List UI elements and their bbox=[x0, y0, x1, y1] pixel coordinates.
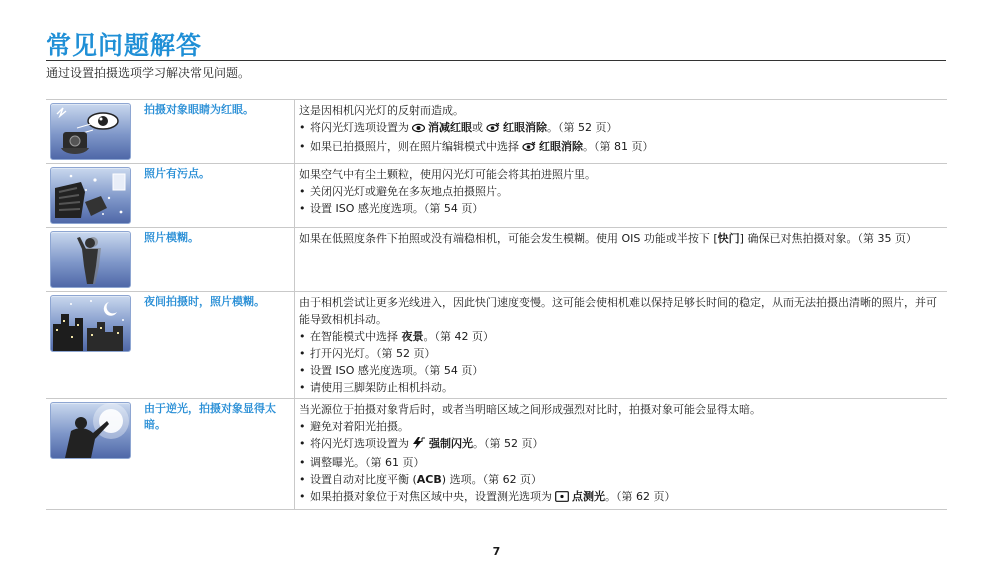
question-text: 夜间拍摄时，照片模糊。 bbox=[144, 295, 265, 308]
faq-row bbox=[46, 292, 947, 399]
answer-bullet: • 打开闪光灯。（第 52 页） bbox=[299, 345, 947, 362]
answer-bullet: • 如果拍摄对象位于对焦区域中央，设置测光选项为 点测光。（第 62 页） bbox=[299, 488, 947, 507]
answer-bullet: • 如果已拍摄照片，则在照片编辑模式中选择 红眼消除。（第 81 页） bbox=[299, 138, 947, 157]
night-city-illustration bbox=[50, 295, 131, 352]
answer-bullet: • 关闭闪光灯或避免在多灰地点拍摄照片。 bbox=[299, 183, 947, 200]
answer-bullet: • 设置 ISO 感光度选项。（第 54 页） bbox=[299, 200, 947, 217]
faq-row bbox=[46, 399, 947, 510]
title-divider bbox=[46, 60, 946, 61]
answer-intro: 当光源位于拍摄对象背后时，或者当明暗区域之间形成强烈对比时，拍摄对象可能会显得太暗。 bbox=[299, 403, 761, 416]
red-eye-fix-icon bbox=[486, 121, 500, 138]
answer-bullet: • 设置自动对比度平衡 (ACB) 选项。（第 62 页） bbox=[299, 471, 947, 488]
answer-bullet: • 将闪光灯选项设置为 强制闪光。（第 52 页） bbox=[299, 435, 947, 454]
faq-row bbox=[46, 164, 947, 228]
answer-bullet: • 调整曝光。（第 61 页） bbox=[299, 454, 947, 471]
faq-table bbox=[46, 99, 947, 510]
page-subtitle: 通过设置拍摄选项学习解决常见问题。 bbox=[46, 66, 251, 80]
answer-bullet: • 设置 ISO 感光度选项。（第 54 页） bbox=[299, 362, 947, 379]
faq-row bbox=[46, 228, 947, 292]
faq-row bbox=[46, 100, 947, 164]
answer-intro: 如果在低照度条件下拍照或没有端稳相机，可能会发生模糊。使用 OIS 功能或半按下 [快门] 确保已对焦拍摄对象。（第 35 页） bbox=[299, 232, 917, 245]
spot-metering-icon bbox=[555, 490, 569, 507]
answer-intro: 如果空气中有尘土颗粒，使用闪光灯可能会将其拍进照片里。 bbox=[299, 168, 596, 181]
red-eye-camera-illustration bbox=[50, 103, 131, 160]
question-text: 由于逆光，拍摄对象显得太暗。 bbox=[144, 402, 276, 431]
red-eye-icon bbox=[412, 121, 425, 138]
page-number: 7 bbox=[492, 545, 501, 558]
dust-spots-illustration bbox=[50, 167, 131, 224]
answer-bullet: • 避免对着阳光拍摄。 bbox=[299, 418, 947, 435]
answer-intro: 由于相机尝试让更多光线进入，因此快门速度变慢。这可能会使相机难以保持足够长时间的稳定，从而无法拍摄出清晰的照片，并可能导致相机抖动。 bbox=[299, 296, 937, 326]
page-title: 常见问题解答 bbox=[46, 31, 203, 60]
answer-intro: 这是因相机闪光灯的反射而造成。 bbox=[299, 104, 464, 117]
backlit-person-illustration bbox=[50, 402, 131, 459]
red-eye-fix-icon bbox=[522, 140, 536, 157]
question-text: 照片模糊。 bbox=[144, 231, 199, 244]
fill-flash-icon bbox=[412, 437, 426, 454]
blurry-person-illustration bbox=[50, 231, 131, 288]
answer-bullet: • 将闪光灯选项设置为 消减红眼或 红眼消除。（第 52 页） bbox=[299, 119, 947, 138]
question-text: 拍摄对象眼睛为红眼。 bbox=[144, 103, 254, 116]
answer-bullet: • 请使用三脚架防止相机抖动。 bbox=[299, 379, 947, 396]
answer-bullet: • 在智能模式中选择 夜景。（第 42 页） bbox=[299, 328, 947, 345]
question-text: 照片有污点。 bbox=[144, 167, 210, 180]
